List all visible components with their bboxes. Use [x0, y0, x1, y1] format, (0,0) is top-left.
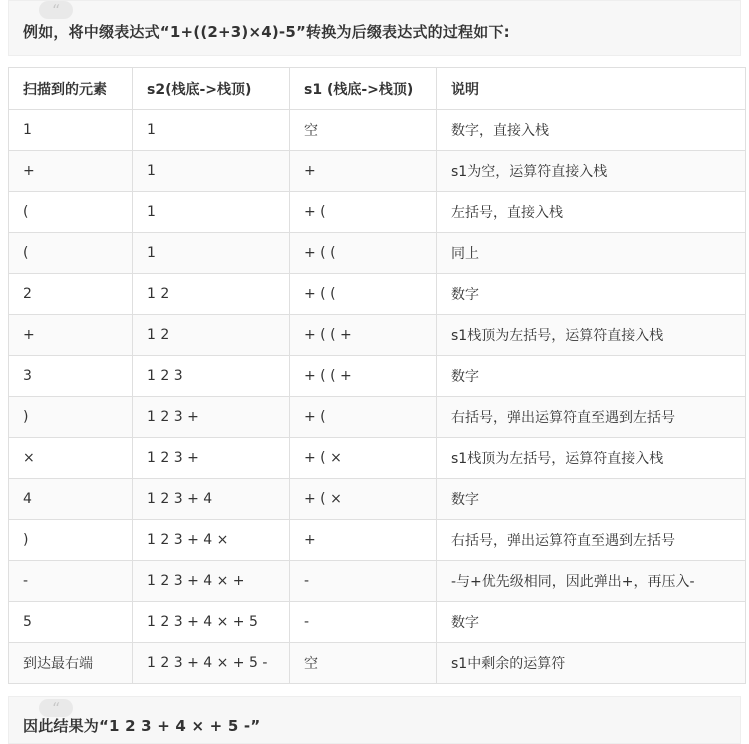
cell-s2-stack: 1 2 3 + 4 × [133, 520, 290, 561]
cell-s2-stack: 1 2 3 + 4 [133, 479, 290, 520]
cell-description: 右括号，弹出运算符直至遇到左括号 [437, 520, 746, 561]
table-row [9, 438, 746, 479]
cell-s1-stack: + ( × [290, 479, 437, 520]
cell-description: 右括号，弹出运算符直至遇到左括号 [437, 397, 746, 438]
table-header-row [9, 68, 746, 110]
cell-scanned-element: 3 [9, 356, 133, 397]
cell-s1-stack: + ( [290, 192, 437, 233]
cell-s2-stack: 1 [133, 192, 290, 233]
cell-s1-stack: + ( ( + [290, 315, 437, 356]
cell-s1-stack: 空 [290, 643, 437, 684]
table-row [9, 520, 746, 561]
cell-s2-stack: 1 2 3 + 4 × + [133, 561, 290, 602]
cell-s1-stack: 空 [290, 110, 437, 151]
cell-scanned-element: 1 [9, 110, 133, 151]
table-row [9, 315, 746, 356]
cell-description: 数字 [437, 479, 746, 520]
result-text: 因此结果为“1 2 3 + 4 × + 5 -” [23, 717, 261, 735]
cell-s1-stack: - [290, 602, 437, 643]
cell-s2-stack: 1 [133, 110, 290, 151]
cell-description: 数字 [437, 274, 746, 315]
cell-s1-stack: + [290, 520, 437, 561]
cell-scanned-element: ( [9, 233, 133, 274]
cell-description: s1中剩余的运算符 [437, 643, 746, 684]
cell-description: s1栈顶为左括号，运算符直接入栈 [437, 438, 746, 479]
cell-s2-stack: 1 2 [133, 274, 290, 315]
cell-description: 左括号，直接入栈 [437, 192, 746, 233]
cell-s1-stack: + [290, 151, 437, 192]
cell-s1-stack: + ( [290, 397, 437, 438]
cell-s2-stack: 1 2 [133, 315, 290, 356]
cell-scanned-element: + [9, 315, 133, 356]
quote-icon: “ [39, 699, 73, 717]
cell-s2-stack: 1 [133, 233, 290, 274]
result-blockquote [8, 696, 741, 744]
table-row [9, 151, 746, 192]
cell-s2-stack: 1 2 3 + 4 × + 5 [133, 602, 290, 643]
cell-s1-stack: + ( ( [290, 233, 437, 274]
cell-s1-stack: + ( ( [290, 274, 437, 315]
table-row [9, 561, 746, 602]
cell-s2-stack: 1 [133, 151, 290, 192]
cell-s1-stack: - [290, 561, 437, 602]
cell-scanned-element: ) [9, 520, 133, 561]
cell-scanned-element: 到达最右端 [9, 643, 133, 684]
table-row [9, 643, 746, 684]
cell-scanned-element: ( [9, 192, 133, 233]
cell-description: 数字 [437, 602, 746, 643]
quote-icon: “ [39, 1, 73, 19]
header-s1-stack: s1 (栈底->栈顶) [290, 68, 437, 110]
conversion-steps-table [8, 67, 746, 684]
cell-description: -与+优先级相同，因此弹出+，再压入- [437, 561, 746, 602]
cell-scanned-element: - [9, 561, 133, 602]
table-row [9, 397, 746, 438]
header-description: 说明 [437, 68, 746, 110]
table-row [9, 233, 746, 274]
table-body [9, 110, 746, 684]
cell-description: s1栈顶为左括号，运算符直接入栈 [437, 315, 746, 356]
cell-scanned-element: ) [9, 397, 133, 438]
table-row [9, 479, 746, 520]
cell-s2-stack: 1 2 3 [133, 356, 290, 397]
table-row [9, 192, 746, 233]
cell-scanned-element: 5 [9, 602, 133, 643]
header-s2-stack: s2(栈底->栈顶) [133, 68, 290, 110]
cell-s2-stack: 1 2 3 + 4 × + 5 - [133, 643, 290, 684]
intro-blockquote [8, 0, 741, 56]
table-row [9, 110, 746, 151]
cell-s2-stack: 1 2 3 + [133, 438, 290, 479]
cell-scanned-element: + [9, 151, 133, 192]
cell-s1-stack: + ( ( + [290, 356, 437, 397]
table-row [9, 274, 746, 315]
cell-scanned-element: 2 [9, 274, 133, 315]
cell-description: 数字，直接入栈 [437, 110, 746, 151]
cell-scanned-element: 4 [9, 479, 133, 520]
cell-s1-stack: + ( × [290, 438, 437, 479]
table-row [9, 602, 746, 643]
cell-s2-stack: 1 2 3 + [133, 397, 290, 438]
header-scanned-element: 扫描到的元素 [9, 68, 133, 110]
cell-scanned-element: × [9, 438, 133, 479]
cell-description: 数字 [437, 356, 746, 397]
table-row [9, 356, 746, 397]
intro-text: 例如，将中缀表达式“1+((2+3)×4)-5”转换为后缀表达式的过程如下: [23, 23, 510, 41]
cell-description: 同上 [437, 233, 746, 274]
cell-description: s1为空，运算符直接入栈 [437, 151, 746, 192]
